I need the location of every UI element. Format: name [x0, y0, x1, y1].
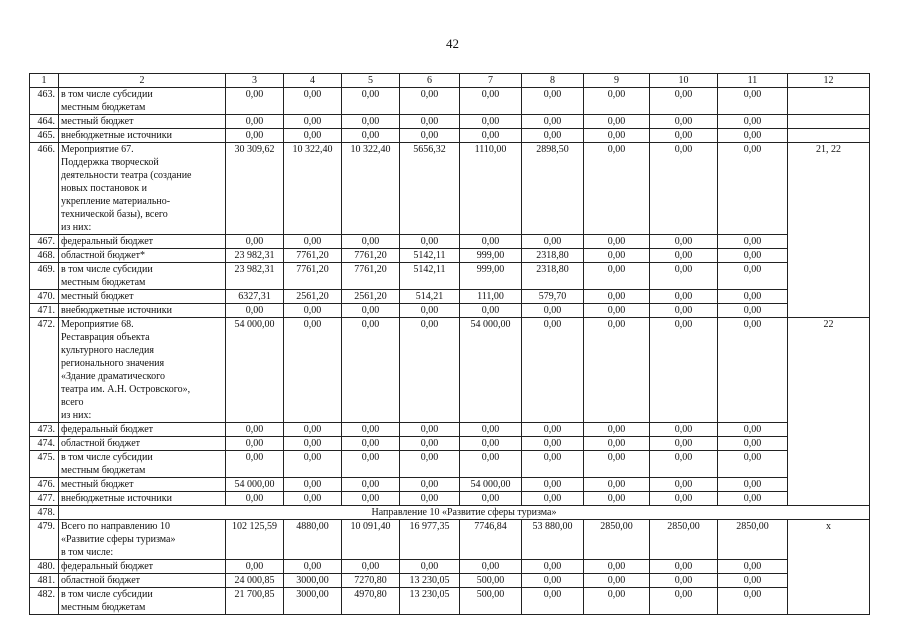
value-cell: 0,00 — [522, 115, 584, 129]
value-cell: 0,00 — [400, 492, 460, 506]
header-cell: 6 — [400, 74, 460, 88]
value-cell: 2850,00 — [650, 520, 718, 560]
target-indicator-cell — [788, 129, 870, 143]
row-number: 468. — [30, 249, 59, 263]
value-cell: 0,00 — [342, 88, 400, 115]
table-row — [30, 437, 870, 451]
row-number: 474. — [30, 437, 59, 451]
value-cell: 0,00 — [226, 88, 284, 115]
value-cell: 0,00 — [718, 235, 788, 249]
table-row — [30, 588, 870, 615]
value-cell: 0,00 — [400, 304, 460, 318]
value-cell: 0,00 — [226, 115, 284, 129]
value-cell: 0,00 — [718, 560, 788, 574]
value-cell: 13 230,05 — [400, 574, 460, 588]
target-indicator-cell: 22 — [788, 318, 870, 506]
value-cell: 0,00 — [584, 143, 650, 235]
value-cell: 0,00 — [284, 423, 342, 437]
value-cell: 0,00 — [284, 129, 342, 143]
value-cell: 0,00 — [718, 574, 788, 588]
value-cell: 0,00 — [718, 115, 788, 129]
value-cell: 0,00 — [650, 588, 718, 615]
value-cell: 0,00 — [460, 423, 522, 437]
value-cell: 0,00 — [342, 560, 400, 574]
value-cell: 0,00 — [284, 478, 342, 492]
value-cell: 0,00 — [522, 451, 584, 478]
value-cell: 0,00 — [226, 560, 284, 574]
row-name: в том числе субсидии местным бюджетам — [59, 88, 226, 115]
value-cell: 7761,20 — [284, 249, 342, 263]
value-cell: 0,00 — [584, 304, 650, 318]
value-cell: 0,00 — [284, 235, 342, 249]
value-cell: 30 309,62 — [226, 143, 284, 235]
value-cell: 6327,31 — [226, 290, 284, 304]
value-cell: 500,00 — [460, 588, 522, 615]
table-row — [30, 318, 870, 423]
value-cell: 16 977,35 — [400, 520, 460, 560]
value-cell: 0,00 — [718, 304, 788, 318]
table-row — [30, 235, 870, 249]
value-cell: 0,00 — [584, 451, 650, 478]
row-name: внебюджетные источники — [59, 492, 226, 506]
table-row — [30, 520, 870, 560]
table-row — [30, 290, 870, 304]
value-cell: 0,00 — [522, 88, 584, 115]
row-number: 473. — [30, 423, 59, 437]
value-cell: 0,00 — [650, 129, 718, 143]
row-name: местный бюджет — [59, 290, 226, 304]
budget-table — [29, 73, 870, 615]
value-cell: 24 000,85 — [226, 574, 284, 588]
value-cell: 0,00 — [460, 129, 522, 143]
value-cell: 54 000,00 — [226, 478, 284, 492]
value-cell: 0,00 — [522, 574, 584, 588]
row-name: федеральный бюджет — [59, 560, 226, 574]
row-number: 466. — [30, 143, 59, 235]
value-cell: 0,00 — [400, 129, 460, 143]
value-cell: 0,00 — [584, 588, 650, 615]
value-cell: 0,00 — [650, 423, 718, 437]
value-cell: 0,00 — [284, 115, 342, 129]
value-cell: 102 125,59 — [226, 520, 284, 560]
value-cell: 0,00 — [460, 492, 522, 506]
value-cell: 0,00 — [342, 115, 400, 129]
table-row — [30, 506, 870, 520]
value-cell: 0,00 — [584, 437, 650, 451]
value-cell: 0,00 — [226, 492, 284, 506]
value-cell: 0,00 — [342, 451, 400, 478]
value-cell: 0,00 — [584, 478, 650, 492]
row-name: внебюджетные источники — [59, 129, 226, 143]
value-cell: 0,00 — [718, 263, 788, 290]
row-number: 463. — [30, 88, 59, 115]
value-cell: 0,00 — [400, 115, 460, 129]
value-cell: 0,00 — [284, 88, 342, 115]
row-number: 478. — [30, 506, 59, 520]
value-cell: 0,00 — [522, 129, 584, 143]
value-cell: 2898,50 — [522, 143, 584, 235]
row-name: местный бюджет — [59, 115, 226, 129]
value-cell: 0,00 — [718, 129, 788, 143]
value-cell: 111,00 — [460, 290, 522, 304]
value-cell: 0,00 — [718, 423, 788, 437]
table-row — [30, 423, 870, 437]
value-cell: 13 230,05 — [400, 588, 460, 615]
value-cell: 0,00 — [650, 115, 718, 129]
value-cell: 0,00 — [460, 115, 522, 129]
value-cell: 0,00 — [650, 263, 718, 290]
value-cell: 0,00 — [718, 588, 788, 615]
value-cell: 0,00 — [460, 437, 522, 451]
row-name: Мероприятие 67. Поддержка творческой деятельности театра (создание новых постановок и укрепление материально- технической базы), всего из них: — [59, 143, 226, 235]
table-row — [30, 492, 870, 506]
value-cell: 0,00 — [584, 423, 650, 437]
value-cell: 0,00 — [400, 560, 460, 574]
value-cell: 54 000,00 — [226, 318, 284, 423]
table-row — [30, 129, 870, 143]
row-name: в том числе субсидии местным бюджетам — [59, 451, 226, 478]
value-cell: 0,00 — [342, 235, 400, 249]
value-cell: 0,00 — [522, 437, 584, 451]
value-cell: 0,00 — [226, 129, 284, 143]
value-cell: 0,00 — [342, 318, 400, 423]
value-cell: 7761,20 — [284, 263, 342, 290]
value-cell: 0,00 — [718, 318, 788, 423]
value-cell: 0,00 — [584, 574, 650, 588]
value-cell: 0,00 — [650, 574, 718, 588]
value-cell: 54 000,00 — [460, 478, 522, 492]
row-number: 470. — [30, 290, 59, 304]
target-indicator-cell — [788, 115, 870, 129]
value-cell: 2561,20 — [284, 290, 342, 304]
header-cell: 7 — [460, 74, 522, 88]
value-cell: 0,00 — [584, 88, 650, 115]
row-number: 464. — [30, 115, 59, 129]
row-name: областной бюджет — [59, 574, 226, 588]
value-cell: 0,00 — [226, 235, 284, 249]
value-cell: 0,00 — [226, 304, 284, 318]
value-cell: 0,00 — [718, 451, 788, 478]
value-cell: 0,00 — [284, 437, 342, 451]
value-cell: 54 000,00 — [460, 318, 522, 423]
value-cell: 5142,11 — [400, 263, 460, 290]
value-cell: 0,00 — [400, 437, 460, 451]
value-cell: 7270,80 — [342, 574, 400, 588]
value-cell: 10 091,40 — [342, 520, 400, 560]
value-cell: 0,00 — [522, 423, 584, 437]
value-cell: 2318,80 — [522, 249, 584, 263]
value-cell: 0,00 — [584, 235, 650, 249]
header-cell: 1 — [30, 74, 59, 88]
row-name: областной бюджет — [59, 437, 226, 451]
value-cell: 0,00 — [718, 290, 788, 304]
value-cell: 514,21 — [400, 290, 460, 304]
value-cell: 0,00 — [650, 478, 718, 492]
value-cell: 0,00 — [400, 235, 460, 249]
value-cell: 0,00 — [284, 560, 342, 574]
value-cell: 0,00 — [522, 304, 584, 318]
value-cell: 0,00 — [584, 249, 650, 263]
value-cell: 0,00 — [584, 318, 650, 423]
row-name: в том числе субсидии местным бюджетам — [59, 588, 226, 615]
row-number: 477. — [30, 492, 59, 506]
value-cell: 0,00 — [522, 478, 584, 492]
value-cell: 0,00 — [400, 478, 460, 492]
value-cell: 7761,20 — [342, 249, 400, 263]
value-cell: 0,00 — [226, 423, 284, 437]
value-cell: 999,00 — [460, 263, 522, 290]
value-cell: 0,00 — [650, 451, 718, 478]
row-name: внебюджетные источники — [59, 304, 226, 318]
row-number: 480. — [30, 560, 59, 574]
value-cell: 0,00 — [650, 290, 718, 304]
value-cell: 0,00 — [342, 304, 400, 318]
value-cell: 0,00 — [584, 115, 650, 129]
value-cell: 0,00 — [650, 560, 718, 574]
value-cell: 0,00 — [584, 263, 650, 290]
value-cell: 0,00 — [718, 437, 788, 451]
value-cell: 0,00 — [522, 318, 584, 423]
header-cell: 2 — [59, 74, 226, 88]
header-cell: 9 — [584, 74, 650, 88]
value-cell: 3000,00 — [284, 574, 342, 588]
value-cell: 3000,00 — [284, 588, 342, 615]
table-row — [30, 451, 870, 478]
value-cell: 4880,00 — [284, 520, 342, 560]
value-cell: 0,00 — [342, 478, 400, 492]
target-indicator-cell: 21, 22 — [788, 143, 870, 318]
value-cell: 0,00 — [522, 235, 584, 249]
value-cell: 0,00 — [650, 304, 718, 318]
row-name: областной бюджет* — [59, 249, 226, 263]
row-name: федеральный бюджет — [59, 423, 226, 437]
value-cell: 0,00 — [522, 492, 584, 506]
value-cell: 0,00 — [400, 423, 460, 437]
value-cell: 53 880,00 — [522, 520, 584, 560]
value-cell: 999,00 — [460, 249, 522, 263]
row-name: местный бюджет — [59, 478, 226, 492]
value-cell: 10 322,40 — [284, 143, 342, 235]
row-number: 469. — [30, 263, 59, 290]
row-number: 467. — [30, 235, 59, 249]
value-cell: 0,00 — [284, 304, 342, 318]
value-cell: 0,00 — [718, 143, 788, 235]
value-cell: 2318,80 — [522, 263, 584, 290]
value-cell: 23 982,31 — [226, 249, 284, 263]
value-cell: 5656,32 — [400, 143, 460, 235]
value-cell: 0,00 — [718, 249, 788, 263]
row-number: 465. — [30, 129, 59, 143]
value-cell: 0,00 — [522, 560, 584, 574]
table-row — [30, 143, 870, 235]
value-cell: 0,00 — [650, 88, 718, 115]
value-cell: 0,00 — [718, 88, 788, 115]
row-number: 475. — [30, 451, 59, 478]
value-cell: 0,00 — [650, 492, 718, 506]
header-cell: 11 — [718, 74, 788, 88]
header-cell: 5 — [342, 74, 400, 88]
value-cell: 0,00 — [584, 560, 650, 574]
page-number: 42 — [446, 36, 459, 51]
row-number: 481. — [30, 574, 59, 588]
value-cell: 0,00 — [718, 492, 788, 506]
row-name: федеральный бюджет — [59, 235, 226, 249]
row-number: 476. — [30, 478, 59, 492]
table-row — [30, 574, 870, 588]
header-cell: 12 — [788, 74, 870, 88]
value-cell: 0,00 — [226, 451, 284, 478]
row-name: в том числе субсидии местным бюджетам — [59, 263, 226, 290]
value-cell: 0,00 — [650, 249, 718, 263]
value-cell: 0,00 — [584, 492, 650, 506]
value-cell: 4970,80 — [342, 588, 400, 615]
value-cell: 0,00 — [460, 235, 522, 249]
value-cell: 0,00 — [460, 560, 522, 574]
row-number: 472. — [30, 318, 59, 423]
section-title: Направление 10 «Развитие сферы туризма» — [59, 506, 870, 520]
target-indicator-cell — [788, 88, 870, 115]
value-cell: 0,00 — [342, 437, 400, 451]
table-row — [30, 249, 870, 263]
value-cell: 7746,84 — [460, 520, 522, 560]
header-cell: 10 — [650, 74, 718, 88]
value-cell: 0,00 — [284, 451, 342, 478]
value-cell: 579,70 — [522, 290, 584, 304]
value-cell: 0,00 — [460, 304, 522, 318]
target-indicator-cell: x — [788, 520, 870, 615]
value-cell: 0,00 — [284, 318, 342, 423]
value-cell: 0,00 — [584, 290, 650, 304]
value-cell: 7761,20 — [342, 263, 400, 290]
header-cell: 8 — [522, 74, 584, 88]
table-row — [30, 88, 870, 115]
value-cell: 0,00 — [226, 437, 284, 451]
table-row — [30, 560, 870, 574]
value-cell: 500,00 — [460, 574, 522, 588]
value-cell: 0,00 — [342, 423, 400, 437]
value-cell: 0,00 — [400, 318, 460, 423]
value-cell: 0,00 — [718, 478, 788, 492]
row-number: 471. — [30, 304, 59, 318]
value-cell: 0,00 — [284, 492, 342, 506]
header-cell: 4 — [284, 74, 342, 88]
value-cell: 23 982,31 — [226, 263, 284, 290]
header-row — [30, 74, 870, 88]
value-cell: 0,00 — [650, 437, 718, 451]
value-cell: 21 700,85 — [226, 588, 284, 615]
row-name: Мероприятие 68. Реставрация объекта культурного наследия регионального значения «Здание драматического театра им. А.Н. Островского», всего из них: — [59, 318, 226, 423]
value-cell: 0,00 — [650, 235, 718, 249]
row-number: 482. — [30, 588, 59, 615]
value-cell: 0,00 — [650, 318, 718, 423]
table-row — [30, 263, 870, 290]
table-row — [30, 304, 870, 318]
value-cell: 0,00 — [650, 143, 718, 235]
value-cell: 0,00 — [342, 492, 400, 506]
value-cell: 0,00 — [584, 129, 650, 143]
value-cell: 0,00 — [460, 451, 522, 478]
value-cell: 2850,00 — [584, 520, 650, 560]
value-cell: 2850,00 — [718, 520, 788, 560]
value-cell: 0,00 — [400, 451, 460, 478]
row-number: 479. — [30, 520, 59, 560]
value-cell: 0,00 — [400, 88, 460, 115]
value-cell: 0,00 — [342, 129, 400, 143]
value-cell: 1110,00 — [460, 143, 522, 235]
header-cell: 3 — [226, 74, 284, 88]
row-name: Всего по направлению 10 «Развитие сферы туризма» в том числе: — [59, 520, 226, 560]
value-cell: 0,00 — [460, 88, 522, 115]
value-cell: 5142,11 — [400, 249, 460, 263]
table-row — [30, 478, 870, 492]
table-row — [30, 115, 870, 129]
value-cell: 2561,20 — [342, 290, 400, 304]
value-cell: 10 322,40 — [342, 143, 400, 235]
value-cell: 0,00 — [522, 588, 584, 615]
